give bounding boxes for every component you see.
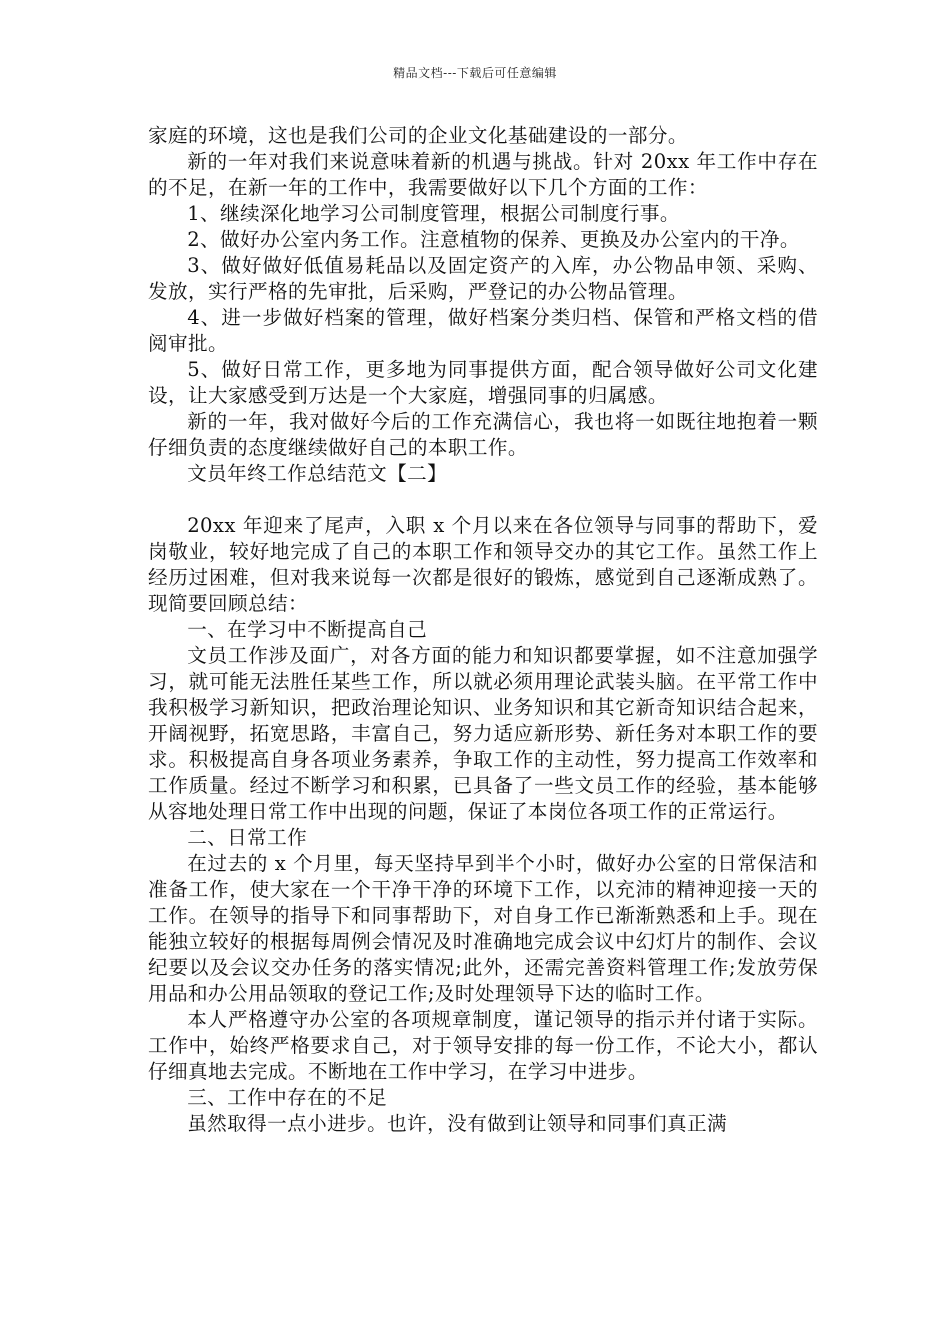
blank-line: [148, 487, 818, 513]
paragraph: 新的一年，我对做好今后的工作充满信心，我也将一如既往地抱着一颗仔细负责的态度继续做好自己的本职工作。: [148, 410, 818, 459]
document-body: [148, 123, 818, 1137]
paragraph: 三、工作中存在的不足: [187, 1086, 388, 1109]
page-header: 精品文档---下载后可任意编辑: [393, 66, 557, 80]
paragraph: 家庭的环境，这也是我们公司的企业文化基础建设的一部分。: [148, 124, 688, 147]
paragraph: 3、做好做好低值易耗品以及固定资产的入库，办公物品申领、采购、发放，实行严格的先审批，后采购，严登记的办公物品管理。: [148, 254, 818, 303]
paragraph: 在过去的 x 个月里，每天坚持早到半个小时，做好办公室的日常保洁和准备工作，使大家在一个干净干净的环境下工作，以充沛的精神迎接一天的工作。在领导的指导下和同事帮助下，对自身工作已渐渐熟悉和上手。现在能独立较好的根据每周例会情况及时准确地完成会议中幻灯片的制作、会议纪要以及会议交办任务的落实情况;此外，还需完善资料管理工作;发放劳保用品和办公用品领取的登记工作;及时处理领导下达的临时工作。: [148, 852, 818, 1005]
paragraph: 20xx 年迎来了尾声，入职 x 个月以来在各位领导与同事的帮助下，爱岗敬业，较好地完成了自己的本职工作和领导交办的其它工作。虽然工作上经历过困难，但对我来说每一次都是很好的锻炼，感觉到自己逐渐成熟了。现简要回顾总结：: [148, 514, 818, 615]
paragraph: 5、做好日常工作，更多地为同事提供方面，配合领导做好公司文化建设，让大家感受到万达是一个大家庭，增强同事的归属感。: [148, 358, 818, 407]
paragraph: 文员年终工作总结范文【二】: [187, 462, 448, 485]
paragraph: 4、进一步做好档案的管理，做好档案分类归档、保管和严格文档的借阅审批。: [148, 306, 818, 355]
paragraph: 虽然取得一点小进步。也许，没有做到让领导和同事们真正满: [187, 1112, 728, 1135]
paragraph: 一、在学习中不断提高自己: [187, 618, 428, 641]
paragraph: 文员工作涉及面广，对各方面的能力和知识都要掌握，如不注意加强学习，就可能无法胜任某些工作，所以就必须用理论武装头脑。在平常工作中我积极学习新知识，把政治理论知识、业务知识和其它新奇知识结合起来，开阔视野，拓宽思路，丰富自己，努力适应新形势、新任务对本职工作的要求。积极提高自身各项业务素养，争取工作的主动性，努力提高工作效率和工作质量。经过不断学习和积累，已具备了一些文员工作的经验，基本能够从容地处理日常工作中出现的问题，保证了本岗位各项工作的正常运行。: [148, 644, 818, 823]
paragraph: 二、日常工作: [187, 826, 308, 849]
paragraph: 本人严格遵守办公室的各项规章制度，谨记领导的指示并付诸于实际。工作中，始终严格要求自己，对于领导安排的每一份工作，不论大小，都认仔细真地去完成。不断地在工作中学习，在学习中进步。: [148, 1008, 818, 1083]
paragraph: 2、做好办公室内务工作。注意植物的保养、更换及办公室内的干净。: [187, 228, 800, 251]
paragraph: 1、继续深化地学习公司制度管理，根据公司制度行事。: [187, 202, 680, 225]
paragraph: 新的一年对我们来说意味着新的机遇与挑战。针对 20xx 年工作中存在的不足，在新一年的工作中，我需要做好以下几个方面的工作：: [148, 150, 818, 199]
